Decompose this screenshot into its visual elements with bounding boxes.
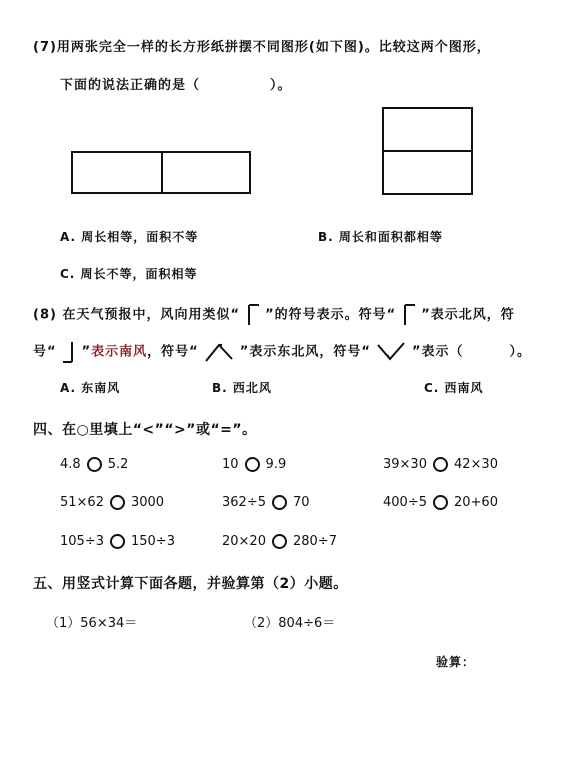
compare-left: 400÷5 (383, 495, 427, 510)
compare-circle[interactable] (272, 534, 287, 549)
compare-right: 150÷3 (130, 534, 175, 549)
q7-line1: (7)用两张完全一样的长方形纸拼摆不同图形(如下图)。比较这两个图形， (33, 40, 491, 55)
q7-option-a[interactable]: A. 周长相等，面积不等 (60, 230, 199, 244)
rectangle-bottom (382, 150, 473, 195)
q8-line2 (33, 340, 531, 364)
rectangle-right (161, 151, 251, 194)
compare-circle[interactable] (110, 534, 125, 549)
compare-left: 4.8 (60, 457, 81, 472)
compare-right: 9.9 (265, 457, 287, 472)
compare-item (60, 534, 175, 549)
compare-item (222, 495, 310, 510)
section-5-title: 五、用竖式计算下面各题，并验算第（2）小题。 (33, 576, 348, 592)
compare-item (383, 457, 498, 472)
q8-option-a[interactable]: A. 东南风 (60, 381, 121, 395)
south-wind-label: 表示南风 (91, 344, 148, 360)
compare-item (222, 457, 286, 472)
q8-text-7: ”表示东北风，符号“ (239, 344, 371, 360)
compare-circle[interactable] (272, 495, 287, 510)
compare-item (222, 534, 337, 549)
compare-left: 10 (222, 457, 239, 472)
compare-item (60, 457, 128, 472)
q8-line1 (33, 303, 515, 327)
check-label: 验算： (436, 655, 476, 669)
q7-stem-end: ）。 (270, 78, 292, 93)
south-wind-symbol-icon (62, 340, 76, 364)
compare-circle[interactable] (433, 457, 448, 472)
section-4-title: 四、在○里填上“<”“>”或“=”。 (33, 422, 257, 438)
q8-text-2: ”的符号表示。符号“ (265, 307, 397, 323)
compare-item (383, 495, 498, 510)
compare-item (60, 495, 164, 510)
q8-text-3: ”表示北风，符 (421, 307, 515, 323)
q8-text-4: 号“ (33, 344, 57, 360)
q8-text-8: ”表示（ (411, 344, 464, 360)
q8-option-c[interactable]: C. 西南风 (424, 381, 484, 395)
compare-right: 3000 (130, 495, 165, 510)
north-wind-symbol-icon (402, 303, 416, 327)
q7-stem: 下面的说法正确的是（ (60, 78, 201, 93)
rectangle-left (71, 151, 163, 194)
compare-left: 105÷3 (60, 534, 104, 549)
compare-right: 5.2 (107, 457, 129, 472)
compare-right: 70 (292, 495, 310, 510)
compare-circle[interactable] (245, 457, 260, 472)
compare-right: 42×30 (453, 457, 498, 472)
compare-left: 51×62 (60, 495, 104, 510)
compare-right: 20+60 (453, 495, 498, 510)
compare-left: 39×30 (383, 457, 427, 472)
compare-circle[interactable] (433, 495, 448, 510)
compare-circle[interactable] (110, 495, 125, 510)
q7-line2 (60, 74, 292, 93)
compare-right: 280÷7 (292, 534, 337, 549)
q8-text-5: ” (81, 344, 92, 360)
mystery-wind-symbol-icon (376, 341, 406, 363)
problem-2: （2）804÷6＝ (244, 616, 336, 631)
q8-text-6: ，符号“ (147, 344, 199, 360)
q8-option-b[interactable]: B. 西北风 (212, 381, 272, 395)
compare-circle[interactable] (87, 457, 102, 472)
problem-1: （1）56×34＝ (46, 616, 138, 631)
northeast-wind-symbol-icon (204, 341, 234, 363)
q7-option-c[interactable]: C. 周长不等，面积相等 (60, 267, 198, 281)
compare-left: 362÷5 (222, 495, 266, 510)
q8-text-1: (8) 在天气预报中，风向用类似“ (33, 307, 240, 323)
rectangle-top (382, 107, 473, 152)
q8-text-9: ）。 (509, 344, 531, 360)
q7-option-b[interactable]: B. 周长和面积都相等 (318, 230, 443, 244)
compare-left: 20×20 (222, 534, 266, 549)
wind-symbol-icon (246, 303, 260, 327)
